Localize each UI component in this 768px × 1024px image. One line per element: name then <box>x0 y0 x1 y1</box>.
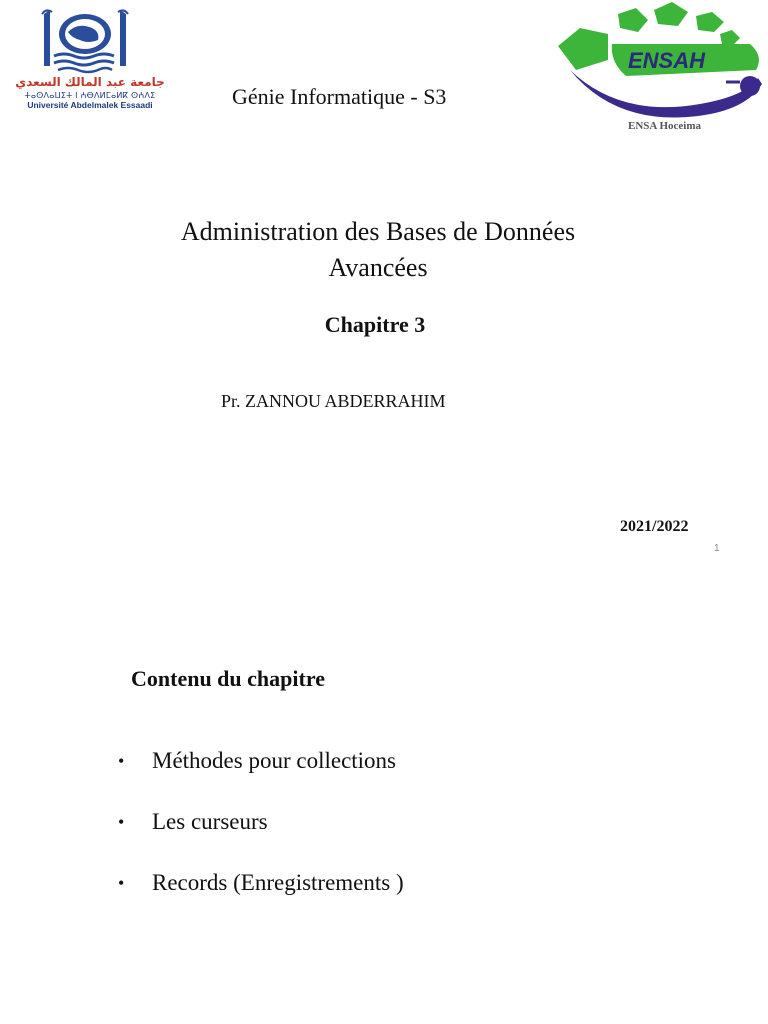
list-item-label: Les curseurs <box>152 809 268 834</box>
contents-heading: Contenu du chapitre <box>131 666 325 691</box>
university-name-latin: Université Abdelmalek Essaadi <box>27 100 153 110</box>
course-title-line-2: Avancées <box>328 253 428 282</box>
chapter-label: Chapitre 3 <box>324 312 426 337</box>
contents-list <box>118 746 404 929</box>
list-item-label: Méthodes pour collections <box>152 748 397 773</box>
contents-slide <box>0 580 768 1024</box>
bullet-icon: • <box>118 873 125 893</box>
page-number: 1 <box>714 543 720 554</box>
academic-year: 2021/2022 <box>620 518 689 535</box>
university-name-arabic: جامعة عبد المالك السعدي <box>15 75 165 89</box>
course-title <box>0 214 756 286</box>
program-title: Génie Informatique - S3 <box>232 84 447 109</box>
ensah-caption: ENSA Hoceima <box>628 120 702 132</box>
bullet-icon: • <box>118 812 125 832</box>
university-logo <box>10 8 170 108</box>
list-item <box>118 868 404 929</box>
university-emblem-icon <box>40 8 140 76</box>
university-name-tifinagh: ⵜⴰⵙⴷⴰⵡⵉⵜ ⵏ ⵄⴱⴷⵍⵎⴰⵍⴽ ⵙⵄⴷⵉ <box>24 91 156 100</box>
ensah-logo-text: ENSAH <box>628 48 706 73</box>
list-item <box>118 807 404 868</box>
ensah-logo <box>550 0 768 130</box>
ensah-emblem-icon <box>550 0 768 122</box>
bullet-icon: • <box>118 751 125 771</box>
course-title-line-1: Administration des Bases de Données <box>180 217 576 246</box>
list-item <box>118 746 404 807</box>
professor-name: Pr. ZANNOU ABDERRAHIM <box>221 391 446 411</box>
list-item-label: Records (Enregistrements ) <box>152 870 404 895</box>
